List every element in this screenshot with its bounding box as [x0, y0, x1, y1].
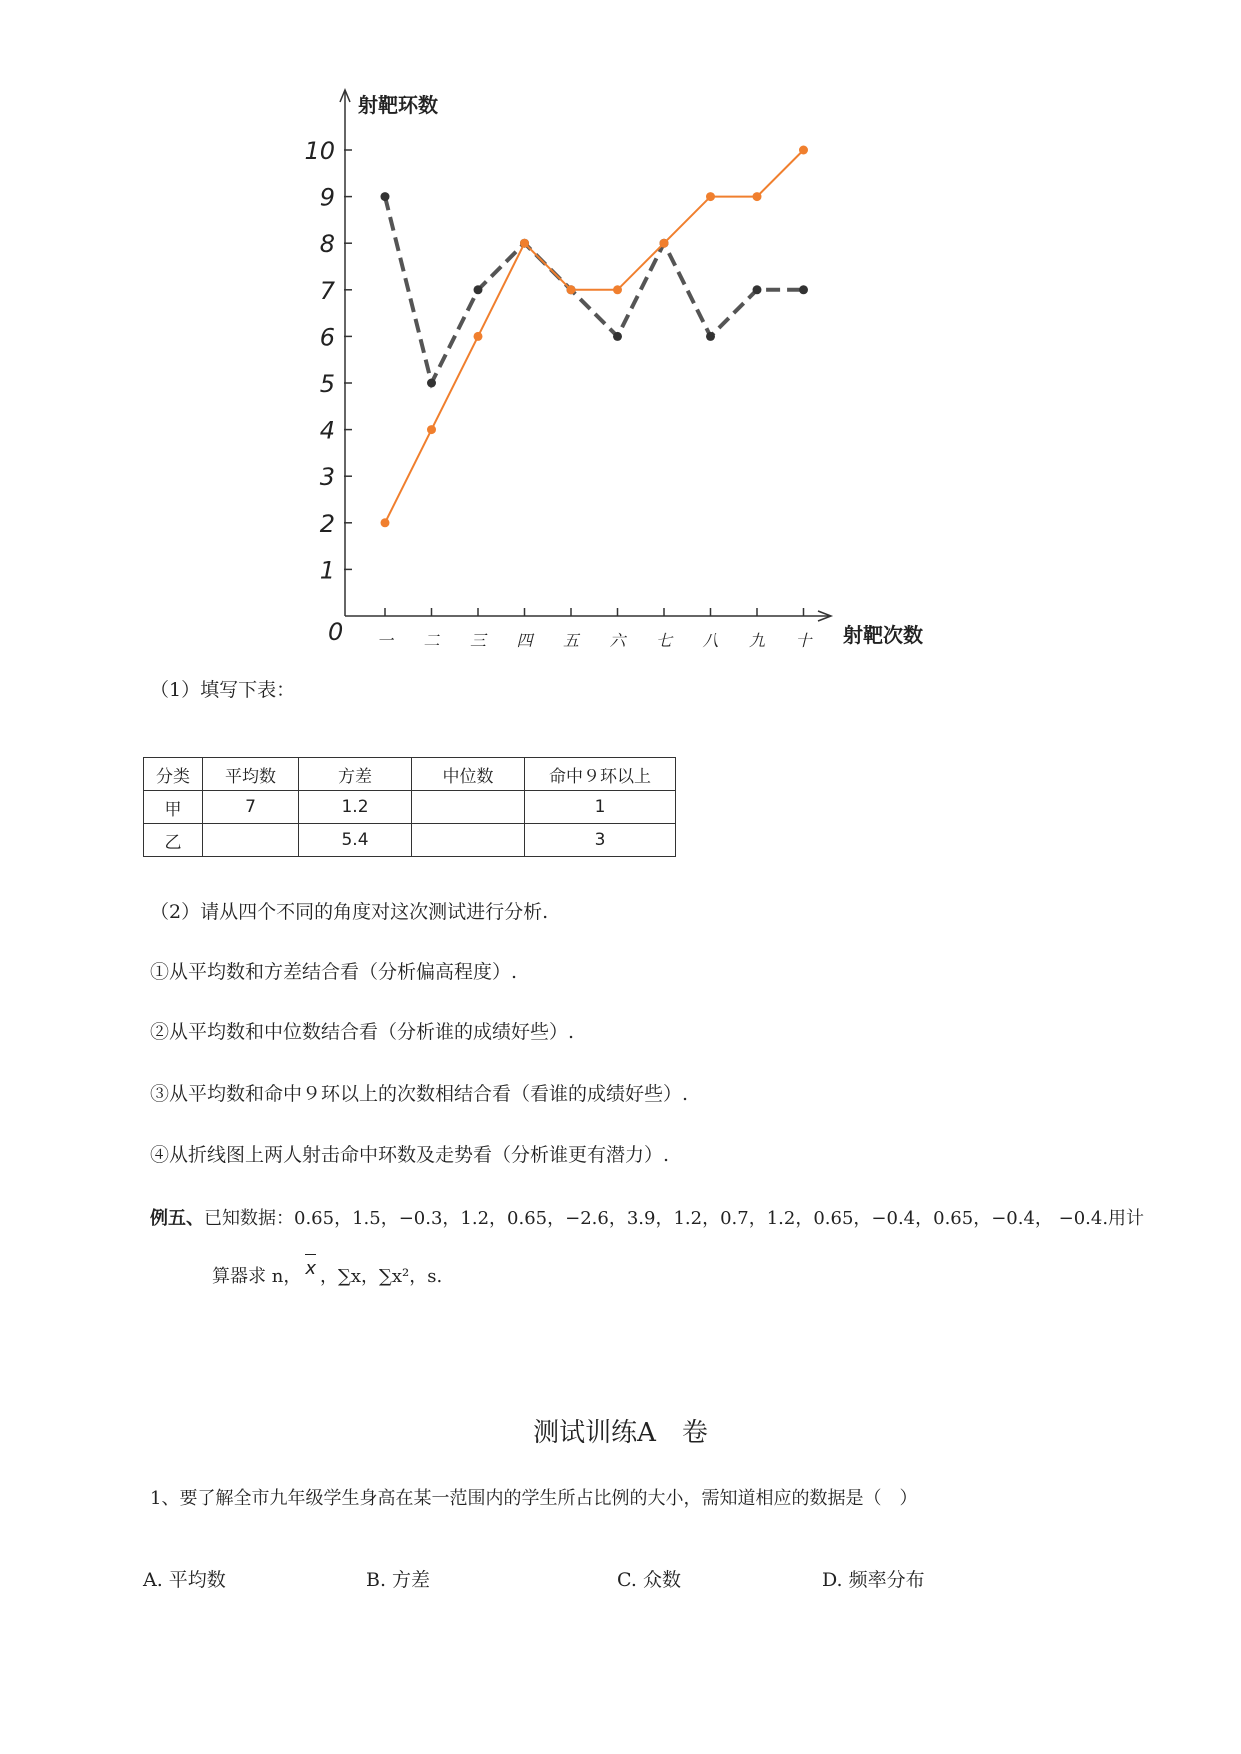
x-tick-label: 九	[748, 631, 766, 650]
data-point	[706, 192, 715, 201]
x-tick-label: 十	[795, 631, 812, 650]
data-point	[660, 239, 669, 248]
table-cell: 乙	[144, 824, 203, 857]
x-tick-label: 二	[423, 631, 440, 650]
data-point	[799, 285, 808, 294]
analysis-item: ②从平均数和中位数结合看（分析谁的成绩好些）.	[150, 1021, 575, 1043]
data-point	[567, 285, 576, 294]
x-tick-label: 八	[702, 631, 719, 650]
table-row	[144, 791, 676, 824]
data-point	[427, 425, 436, 434]
table-cell	[412, 824, 525, 857]
example-label: 例五、	[150, 1208, 204, 1229]
question-1: 1、要了解全市九年级学生身高在某一范围内的学生所占比例的大小，需知道相应的数据是（ ）	[150, 1488, 918, 1509]
chart-ticks	[304, 137, 813, 650]
x-axis-label: 射靶次数	[843, 623, 923, 647]
table-row	[144, 824, 676, 857]
stats-table	[143, 757, 676, 857]
table-cell	[203, 824, 299, 857]
analysis-item: ④从折线图上两人射击命中环数及走势看（分析谁更有潜力）.	[150, 1144, 670, 1166]
x-tick-label: 四	[516, 631, 533, 650]
data-point	[753, 192, 762, 201]
table-cell: 1.2	[299, 791, 412, 824]
question-2-label: （2）请从四个不同的角度对这次测试进行分析.	[150, 901, 549, 923]
table-cell	[412, 791, 525, 824]
x-tick-label: 六	[609, 631, 626, 650]
example-text: 已知数据：0.65，1.5，−0.3，1.2，0.65，−2.6，3.9，1.2，0.7，1.2，0.65，−0.4，0.65，−0.4， −0.4.用计	[204, 1208, 1145, 1229]
table-header: 命中９环以上	[525, 758, 676, 791]
x-tick-label: 三	[469, 631, 487, 650]
analysis-item: ①从平均数和方差结合看（分析偏高程度）.	[150, 961, 518, 983]
data-point	[474, 332, 483, 341]
y-tick-label: 5	[319, 370, 335, 398]
option-c: C. 众数	[617, 1569, 681, 1591]
x-tick-label: 五	[562, 631, 580, 650]
y-tick-label: 3	[319, 463, 335, 492]
option-b: B. 方差	[366, 1569, 431, 1591]
analysis-item: ③从平均数和命中９环以上的次数相结合看（看谁的成绩好些）.	[150, 1083, 689, 1105]
series-line	[385, 150, 804, 523]
example-5-line2	[212, 1258, 443, 1289]
example-suffix: ，∑x，∑x²，s.	[319, 1266, 443, 1287]
table-cell: 5.4	[299, 824, 412, 857]
chart-series	[381, 146, 809, 528]
example-5	[150, 1207, 1144, 1231]
data-point	[381, 192, 390, 201]
y-axis-label: 射靶环数	[358, 93, 438, 117]
y-tick-label: 1	[319, 556, 335, 585]
data-point	[613, 332, 622, 341]
table-cell: 3	[525, 824, 676, 857]
data-point	[474, 285, 483, 294]
chart-axes	[340, 90, 831, 621]
table-cell: 甲	[144, 791, 203, 824]
option-a: A. 平均数	[143, 1569, 226, 1591]
table-cell: 1	[525, 791, 676, 824]
table-header: 分类	[144, 758, 203, 791]
table-cell: 7	[203, 791, 299, 824]
y-tick-label: 9	[319, 183, 335, 212]
data-point	[613, 285, 622, 294]
data-point	[520, 239, 529, 248]
y-tick-label: 6	[319, 323, 335, 352]
y-tick-label: 8	[319, 230, 335, 259]
y-tick-label: 4	[319, 416, 335, 445]
y-tick-label: 2	[319, 509, 335, 538]
example-prefix: 算器求 n，	[212, 1266, 302, 1287]
option-d: D. 频率分布	[822, 1569, 925, 1591]
x-bar-symbol: x	[305, 1258, 316, 1279]
origin-label: 0	[328, 618, 344, 646]
x-tick-label: 七	[655, 631, 673, 650]
section-title: 测试训练A 卷	[533, 1418, 708, 1448]
data-point	[427, 379, 436, 388]
data-point	[753, 285, 762, 294]
table-header: 平均数	[203, 758, 299, 791]
x-tick-label: 一	[376, 631, 394, 650]
question-1-label: （1）填写下表：	[150, 679, 296, 701]
data-point	[799, 146, 808, 155]
table-header: 方差	[299, 758, 412, 791]
data-point	[706, 332, 715, 341]
table-header-row	[144, 758, 676, 791]
line-chart	[280, 80, 940, 670]
data-point	[381, 518, 390, 527]
table-header: 中位数	[412, 758, 525, 791]
y-tick-label: 10	[304, 137, 335, 165]
y-tick-label: 7	[319, 276, 335, 305]
